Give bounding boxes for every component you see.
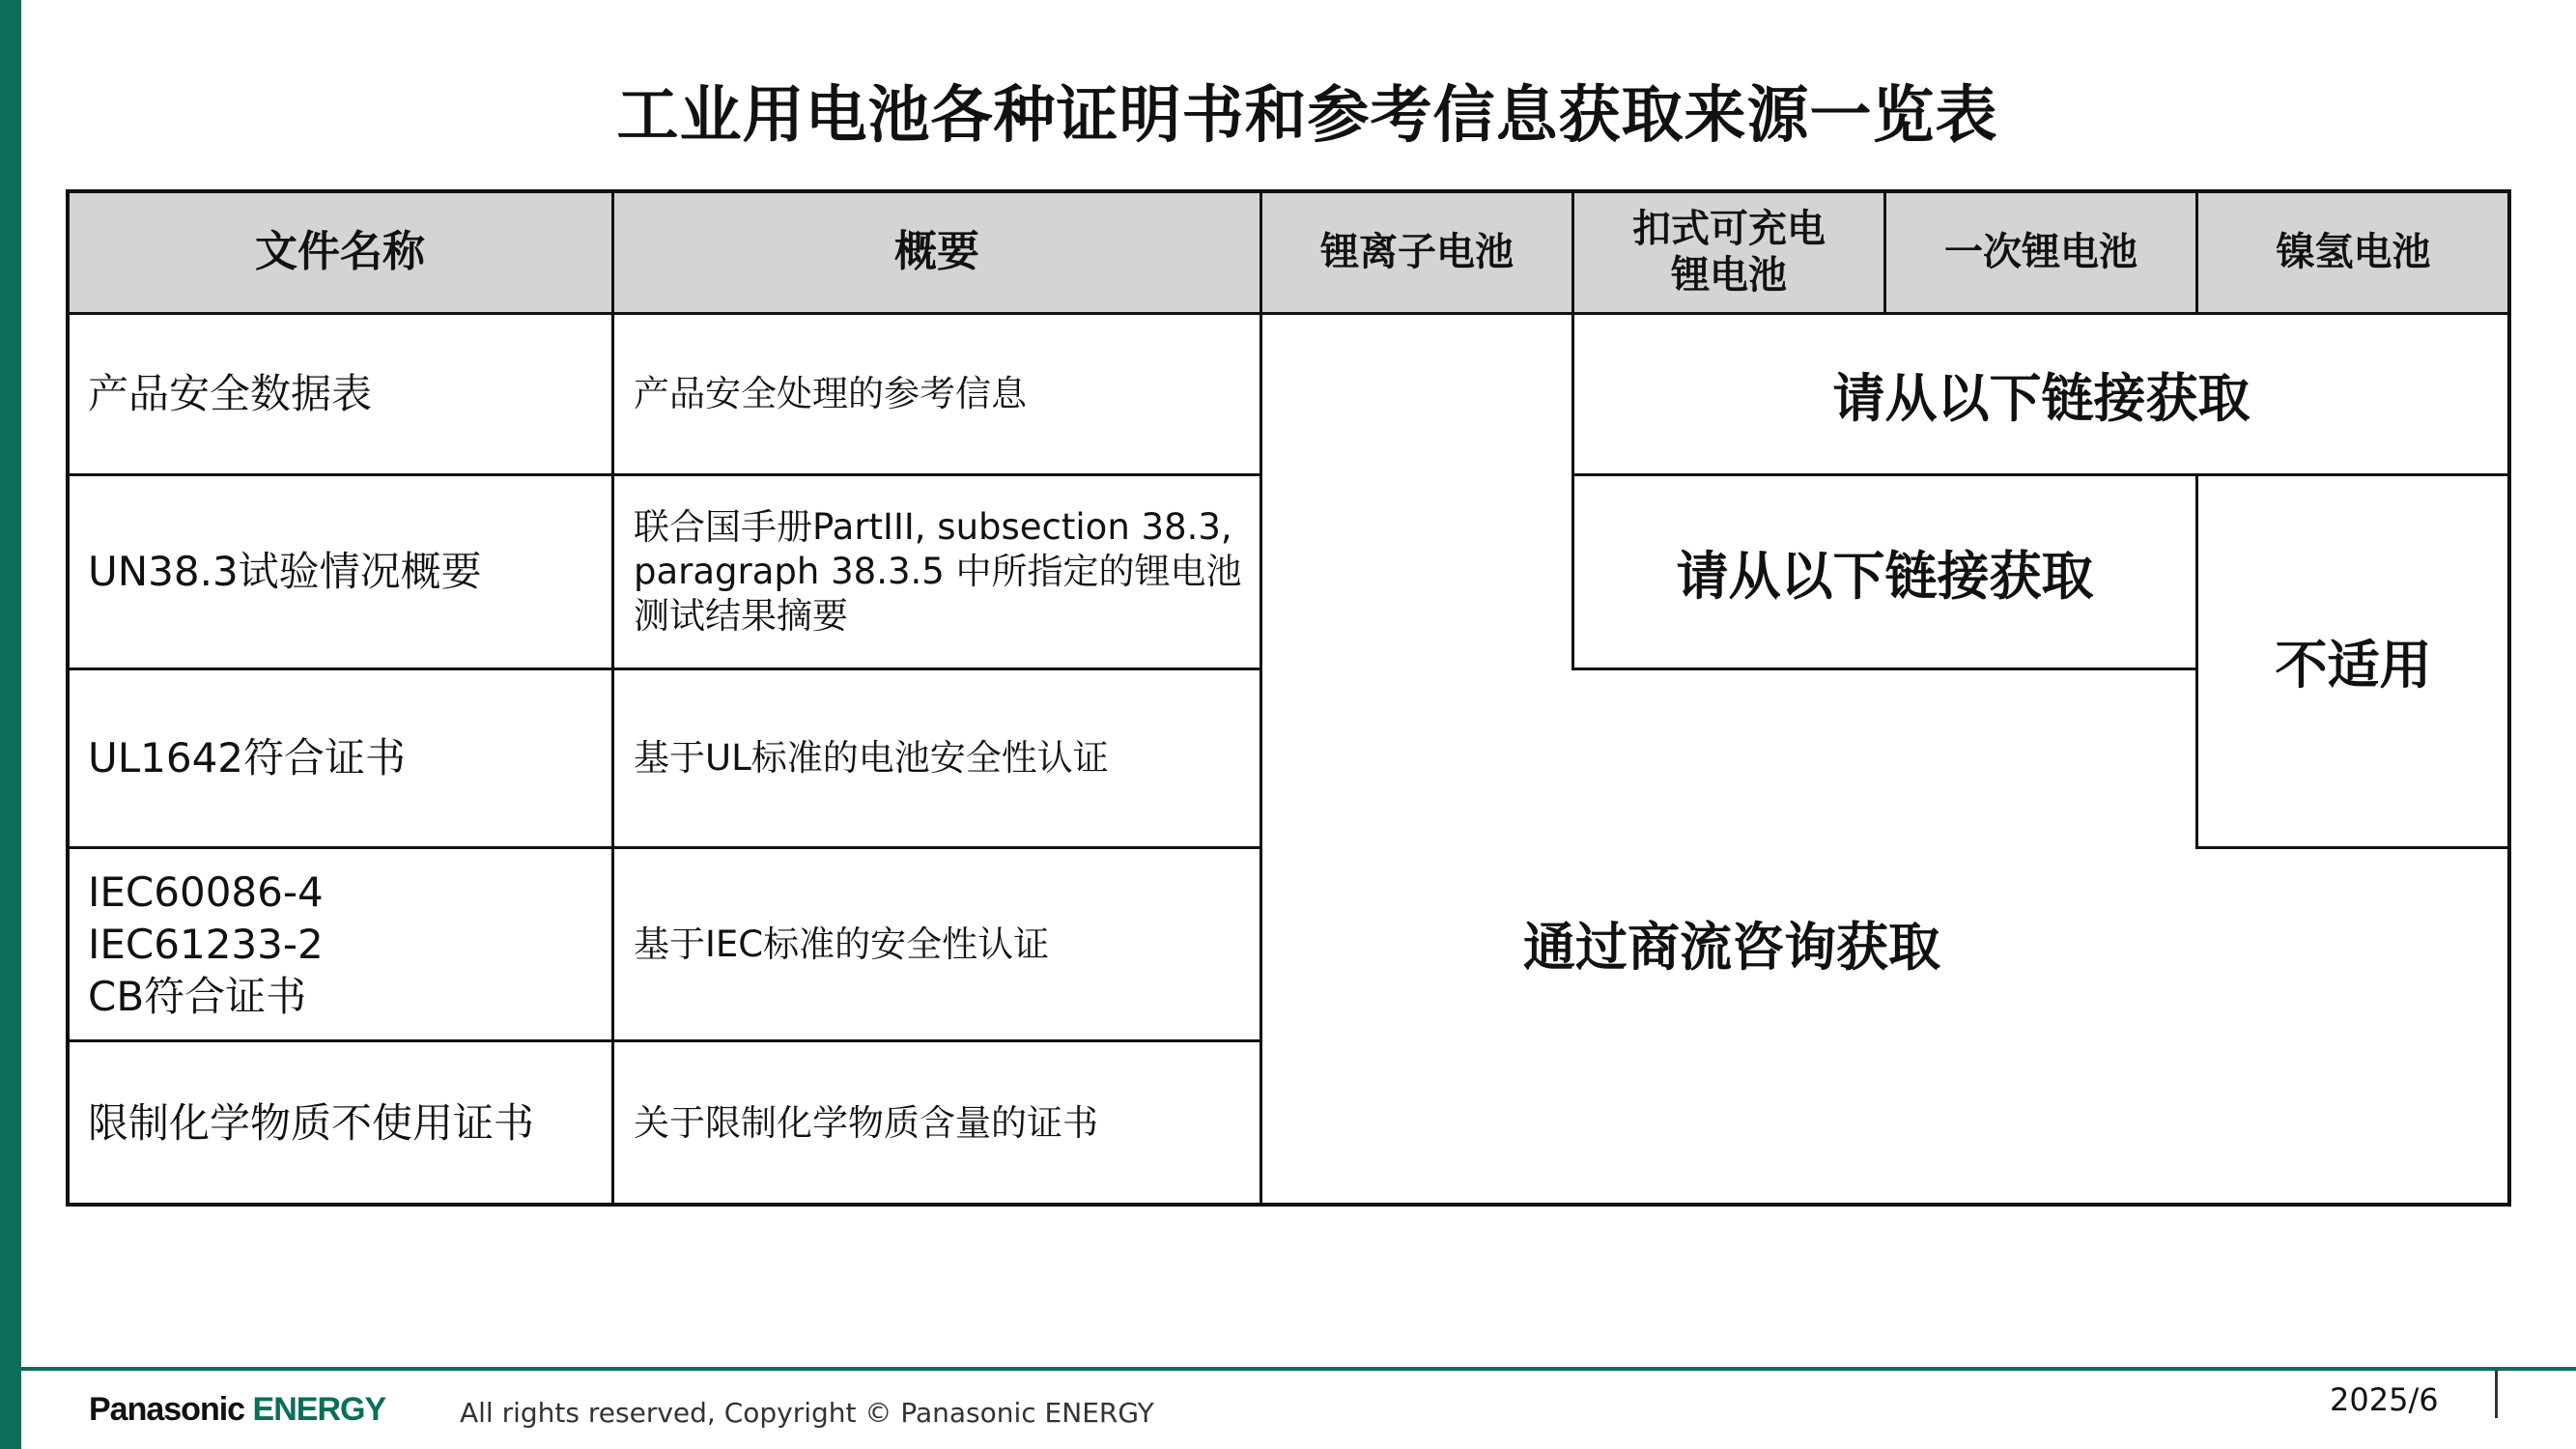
row-4-summary: 基于IEC标准的安全性认证 (611, 846, 1262, 1042)
row-5-name: 限制化学物质不使用证书 (66, 1039, 614, 1207)
row-1-summary: 产品安全处理的参考信息 (611, 312, 1262, 476)
header-li-ion: 锂离子电池 (1260, 189, 1574, 315)
copyright-text: All rights reserved, Copyright © Panasonic ENERGY (460, 1397, 1154, 1429)
header-summary: 概要 (611, 189, 1262, 315)
row-3-name: UL1642符合证书 (66, 668, 614, 849)
row-2-summary: 联合国手册PartIII, subsection 38.3, paragraph 38.3.5 中所指定的锂电池 测试结果摘要 (611, 473, 1262, 670)
row-4-name: IEC60086-4 IEC61233-2 CB符合证书 (66, 846, 614, 1042)
not-applicable-cell: 不适用 (2195, 473, 2511, 849)
row-1-name: 产品安全数据表 (66, 312, 614, 476)
header-coin-rechargeable: 扣式可充电 锂电池 (1571, 189, 1886, 315)
row-5-summary: 关于限制化学物质含量的证书 (611, 1039, 1262, 1207)
header-primary-lithium: 一次锂电池 (1883, 189, 2198, 315)
document-date: 2025/6 (2330, 1381, 2439, 1418)
row-3-summary: 基于UL标准的电池安全性认证 (611, 668, 1262, 849)
logo-brand-suffix: ENERGY (252, 1391, 386, 1428)
logo-brand: Panasonic (89, 1391, 245, 1428)
link-cell-row-1[interactable]: 请从以下链接获取 (1571, 312, 2511, 476)
footer-divider (21, 1367, 2576, 1371)
page-title: 工业用电池各种证明书和参考信息获取来源一览表 (616, 80, 1998, 152)
via-sales-label: 通过商流咨询获取 (1523, 917, 1940, 978)
panasonic-energy-logo (89, 1391, 385, 1429)
header-file-name: 文件名称 (66, 189, 614, 315)
header-nimh: 镍氢电池 (2195, 189, 2511, 315)
row-2-name: UN38.3试验情况概要 (66, 473, 614, 670)
date-separator (2495, 1370, 2498, 1418)
link-cell-row-2[interactable]: 请从以下链接获取 (1571, 473, 2198, 670)
